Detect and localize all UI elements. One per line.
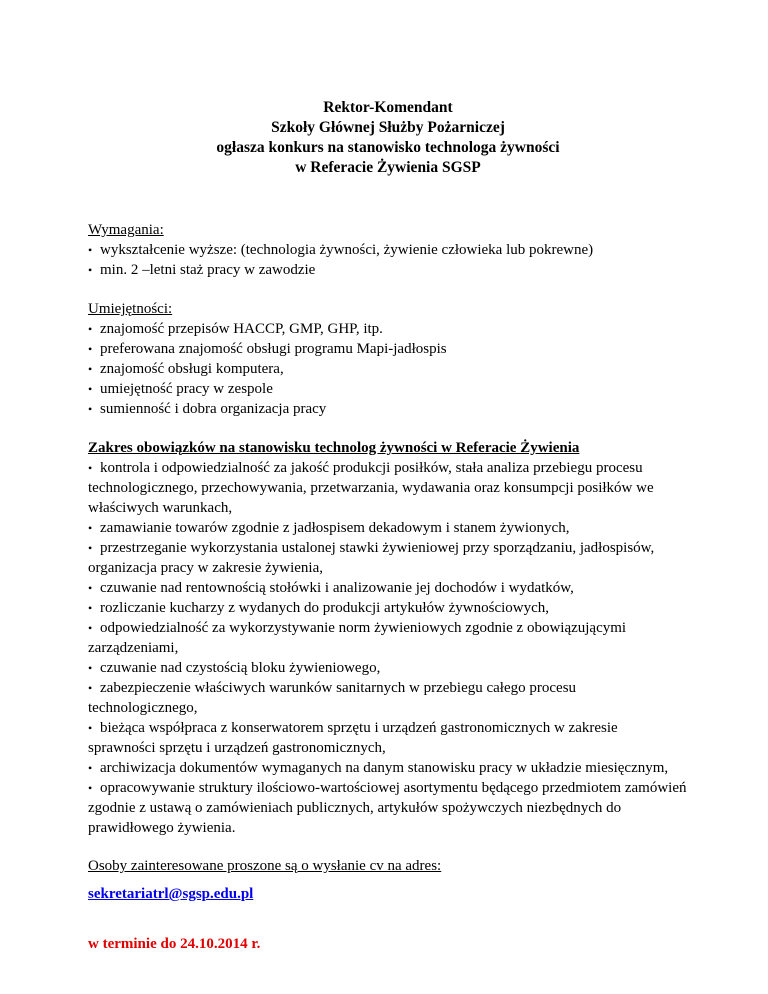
list-item [88, 518, 688, 538]
duties-title: Zakres obowiązków na stanowisku technolog żywności w Referacie Żywienia [88, 440, 580, 456]
list-item-text: sumienność i dobra organizacja pracy [100, 401, 327, 417]
bullet-icon: • [88, 661, 93, 675]
bullet-icon: • [88, 761, 93, 775]
bullet-icon: • [88, 521, 93, 535]
contact-section [88, 856, 688, 954]
list-item-text: archiwizacja dokumentów wymaganych na danym stanowisku pracy w układzie miesięcznym, [100, 760, 669, 776]
list-item-text: wykształcenie wyższe: (technologia żywności, żywienie człowieka lub pokrewne) [100, 242, 594, 258]
list-item [88, 578, 688, 598]
list-item-text: znajomość obsługi komputera, [100, 361, 284, 377]
bullet-icon: • [88, 362, 93, 376]
requirements-title: Wymagania: [88, 222, 164, 238]
email-link[interactable]: sekretariatrl@sgsp.edu.pl [88, 886, 254, 902]
bullet-icon: • [88, 342, 93, 356]
bullet-icon: • [88, 781, 93, 795]
list-item-text: zabezpieczenie właściwych warunków sanitarnych w przebiegu całego procesu technologicznego, [88, 680, 577, 716]
list-item-text: min. 2 –letni staż pracy w zawodzie [100, 262, 316, 278]
list-item-text: przestrzeganie wykorzystania ustalonej stawki żywieniowej przy sporządzaniu, jadłospisów, organizacja pracy w zakresie żywienia, [88, 540, 655, 576]
list-item [88, 240, 688, 260]
bullet-icon: • [88, 621, 93, 635]
list-item-text: preferowana znajomość obsługi programu Mapi-jadłospis [100, 341, 447, 357]
list-item-text: kontrola i odpowiedzialność za jakość produkcji posiłków, stała analiza przebiegu procesu technologicznego, przechowywania, przetwarzania, wydawania oraz konsumpcji posiłków we właściwych warunkach, [88, 460, 654, 516]
list-item [88, 319, 688, 339]
list-item [88, 758, 688, 778]
list-item-text: czuwanie nad czystością bloku żywieniowego, [100, 660, 381, 676]
requirements-list [88, 240, 688, 280]
list-item-text: umiejętność pracy w zespole [100, 381, 273, 397]
list-item-text: opracowywanie struktury ilościowo-wartościowej asortymentu będącego przedmiotem zamówień zgodnie z ustawą o zamówieniach publicznych, artykułów spożywczych niezbędnych do prawidłowego żywienia. [88, 780, 687, 836]
bullet-icon: • [88, 322, 93, 336]
announcement-header [88, 98, 688, 178]
bullet-icon: • [88, 461, 93, 475]
bullet-icon: • [88, 721, 93, 735]
duties-section [88, 438, 688, 838]
list-item-text: znajomość przepisów HACCP, GMP, GHP, itp. [100, 321, 383, 337]
skills-section [88, 299, 688, 419]
skills-title: Umiejętności: [88, 301, 173, 317]
list-item [88, 458, 688, 518]
list-item [88, 339, 688, 359]
header-line-3: ogłasza konkurs na stanowisko technologa żywności [216, 139, 560, 156]
list-item [88, 718, 688, 758]
list-item [88, 538, 688, 578]
list-item [88, 658, 688, 678]
list-item [88, 598, 688, 618]
list-item [88, 379, 688, 399]
header-line-1: Rektor-Komendant [323, 99, 453, 116]
list-item-text: odpowiedzialność za wykorzystywanie norm żywieniowych zgodnie z obowiązującymi zarządzeniami, [88, 620, 627, 656]
bullet-icon: • [88, 402, 93, 416]
list-item-text: zamawianie towarów zgodnie z jadłospisem dekadowym i stanem żywionych, [100, 520, 570, 536]
bullet-icon: • [88, 541, 93, 555]
deadline-text: w terminie do 24.10.2014 r. [88, 936, 261, 952]
bullet-icon: • [88, 243, 93, 257]
skills-list [88, 319, 688, 419]
list-item [88, 678, 688, 718]
list-item-text: bieżąca współpraca z konserwatorem sprzętu i urządzeń gastronomicznych w zakresie sprawności sprzętu i urządzeń gastronomicznych, [88, 720, 618, 756]
bullet-icon: • [88, 681, 93, 695]
bullet-icon: • [88, 263, 93, 277]
list-item [88, 618, 688, 658]
header-line-2: Szkoły Głównej Służby Pożarniczej [271, 119, 505, 136]
bullet-icon: • [88, 601, 93, 615]
list-item-text: rozliczanie kucharzy z wydanych do produkcji artykułów żywnościowych, [100, 600, 550, 616]
list-item [88, 359, 688, 379]
document-page [88, 98, 688, 954]
duties-list [88, 458, 688, 838]
header-line-4: w Referacie Żywienia SGSP [295, 159, 481, 176]
list-item [88, 778, 688, 838]
list-item [88, 399, 688, 419]
list-item [88, 260, 688, 280]
contact-label: Osoby zainteresowane proszone są o wysłanie cv na adres: [88, 858, 442, 874]
bullet-icon: • [88, 581, 93, 595]
bullet-icon: • [88, 382, 93, 396]
requirements-section [88, 220, 688, 280]
list-item-text: czuwanie nad rentownością stołówki i analizowanie jej dochodów i wydatków, [100, 580, 574, 596]
